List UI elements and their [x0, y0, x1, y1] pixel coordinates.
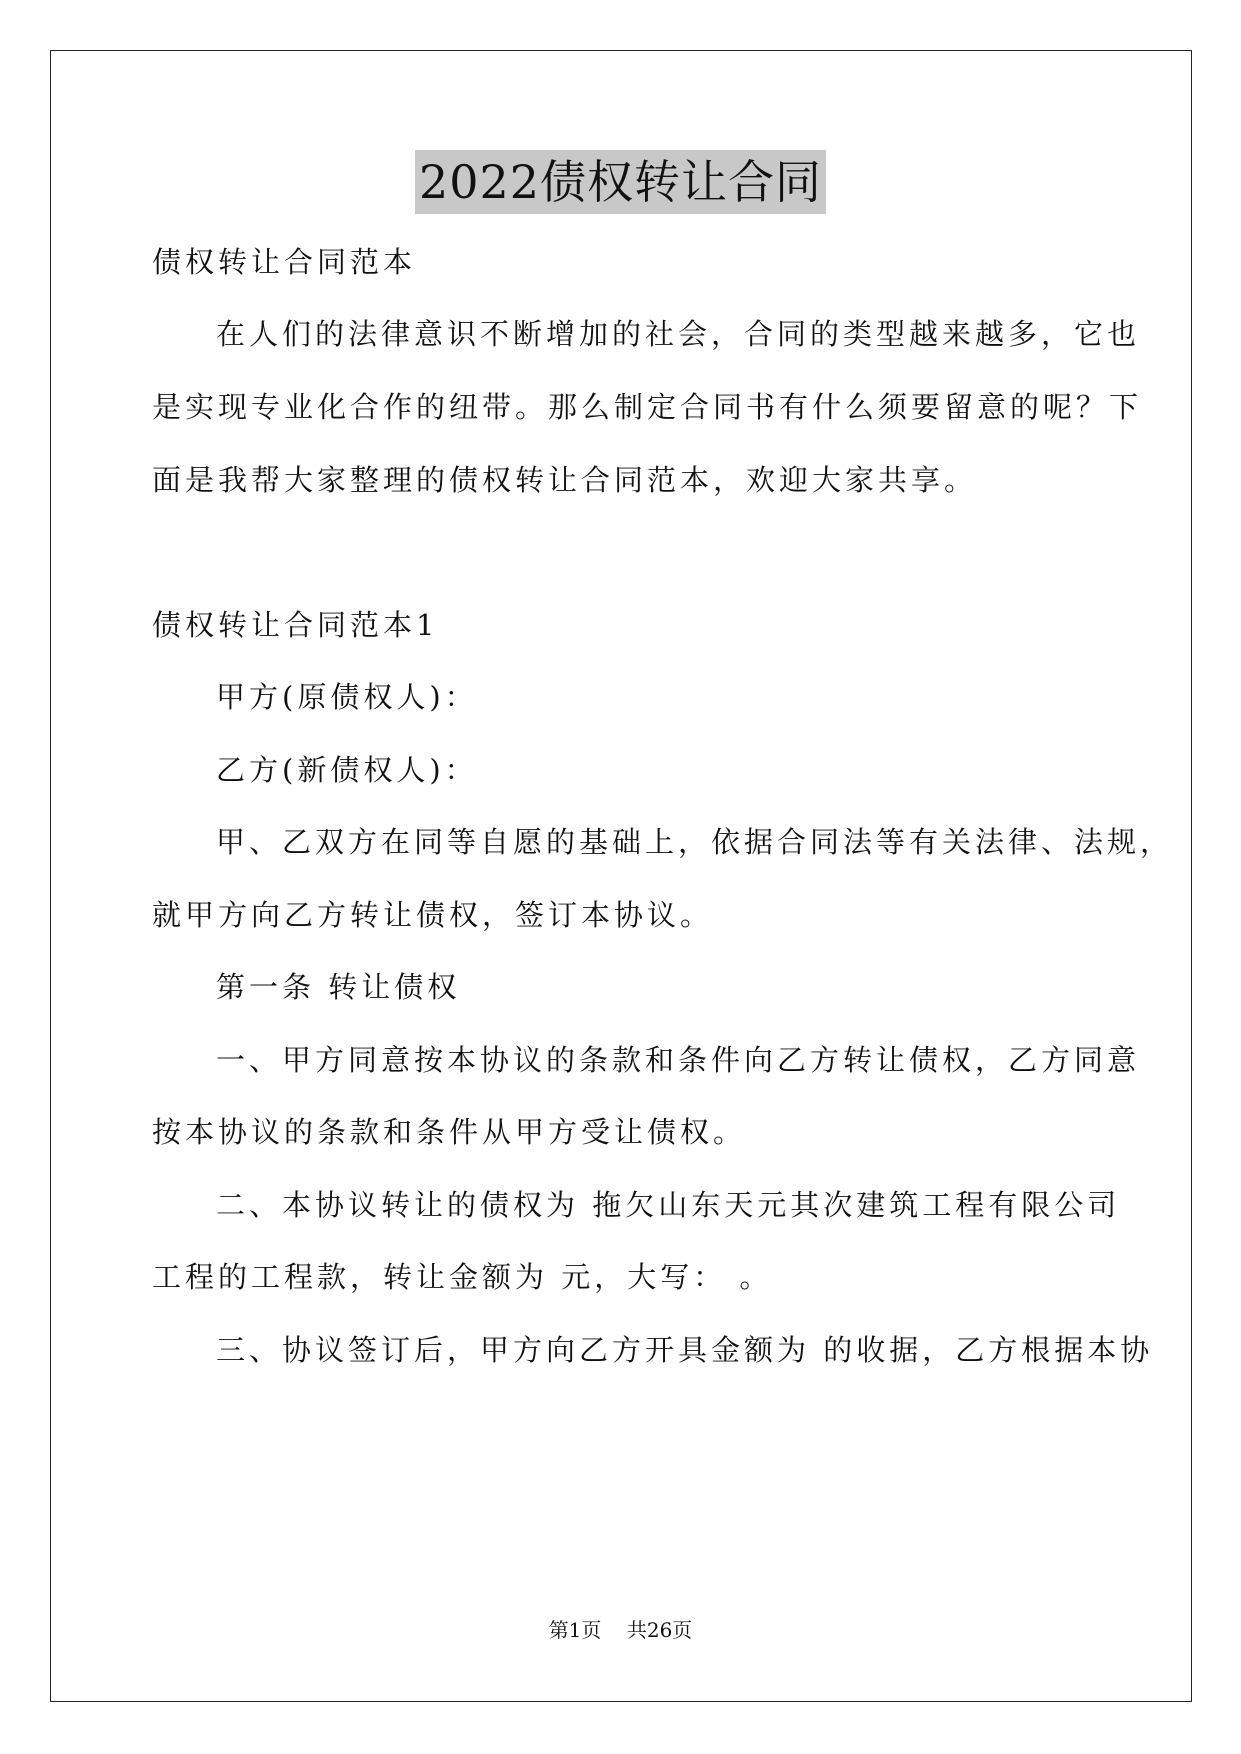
paragraph-line: 工程的工程款，转让金额为 元，大写： 。 — [152, 1260, 773, 1294]
paragraph-line: 二、本协议转让的债权为 拖欠山东天元其次建筑工程有限公司 — [216, 1188, 1121, 1222]
page-border — [50, 50, 1192, 1702]
paragraph-line: 就甲方向乙方转让债权，签订本协议。 — [152, 898, 714, 932]
section-heading: 债权转让合同范本1 — [152, 608, 439, 642]
document-title: 2022债权转让合同 — [415, 150, 826, 214]
party-b-line: 乙方(新债权人)： — [216, 753, 478, 787]
party-a-line: 甲方(原债权人)： — [216, 680, 478, 714]
title-container — [0, 150, 1241, 214]
page-footer — [0, 1616, 1241, 1644]
paragraph-line: 是实现专业化合作的纽带。那么制定合同书有什么须要留意的呢？下 — [152, 390, 1143, 424]
page-number: 第1页 共26页 — [548, 1618, 693, 1642]
paragraph-line: 甲、乙双方在同等自愿的基础上，依据合同法等有关法律、法规， — [216, 825, 1174, 859]
paragraph-line: 按本协议的条款和条件从甲方受让债权。 — [152, 1115, 747, 1149]
paragraph-line: 一、甲方同意按本协议的条款和条件向乙方转让债权，乙方同意 — [216, 1043, 1141, 1077]
article-heading: 第一条 转让债权 — [216, 970, 461, 1004]
paragraph-line: 面是我帮大家整理的债权转让合同范本，欢迎大家共享。 — [152, 463, 978, 497]
paragraph-heading: 债权转让合同范本 — [152, 245, 417, 279]
paragraph-line: 在人们的法律意识不断增加的社会，合同的类型越来越多，它也 — [216, 317, 1141, 351]
paragraph-line: 三、协议签订后，甲方向乙方开具金额为 的收据，乙方根据本协 — [216, 1333, 1154, 1367]
